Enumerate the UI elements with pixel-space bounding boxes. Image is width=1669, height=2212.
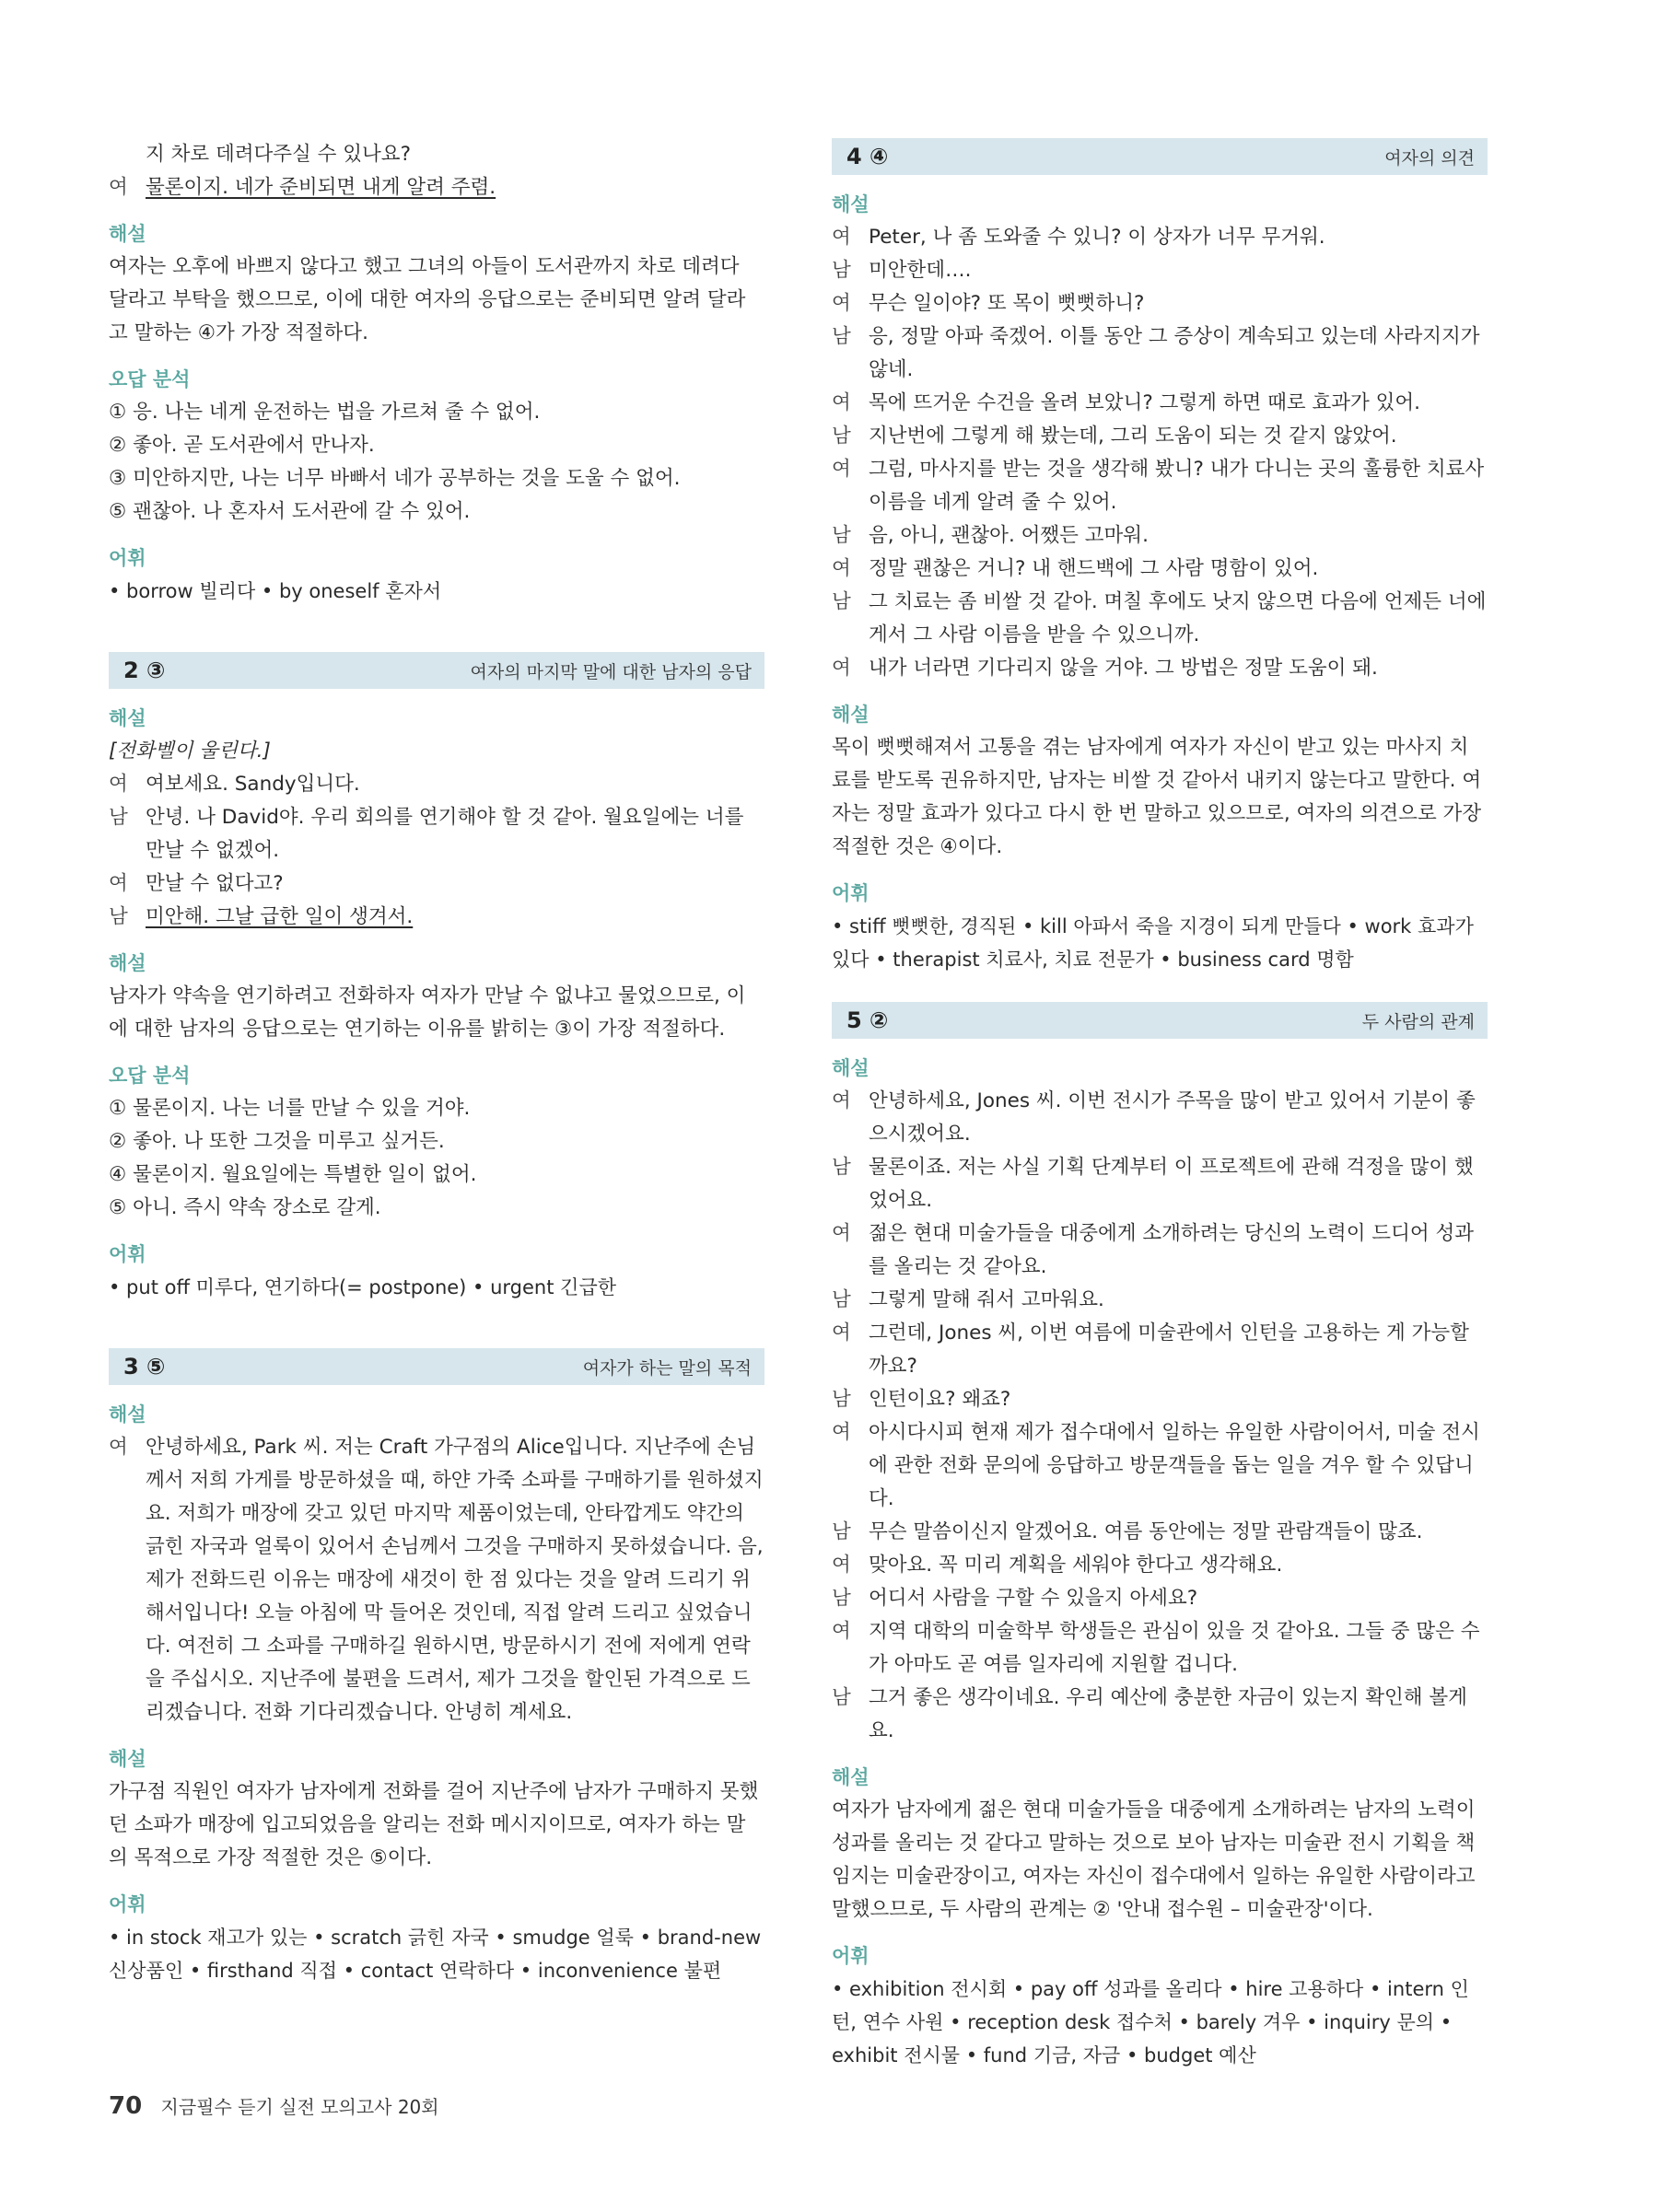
book-title: 지금필수 듣기 실전 모의고사 20회 — [160, 2096, 439, 2118]
wrong-answer: ⑤ 괜찮아. 나 혼자서 도서관에 갈 수 있어. — [109, 500, 471, 523]
dialog-text: 무슨 일이야? 또 목이 뻣뻣하니? — [869, 292, 1145, 315]
question-header — [832, 138, 1488, 175]
dialog-turn — [832, 1151, 1488, 1217]
speaker-label: 남 — [109, 806, 128, 829]
dialog-text: 응, 정말 아파 죽겠어. 이틀 동안 그 증상이 계속되고 있는데 사라지지가 않네. — [869, 325, 1480, 381]
dialog-turn — [832, 1383, 1488, 1416]
wrong-answer: ② 좋아. 나 또한 그것을 미루고 싶거든. — [109, 1130, 445, 1153]
dialog-turn — [832, 1217, 1488, 1284]
question-type: 여자의 마지막 말에 대한 남자의 응답 — [470, 661, 752, 682]
dialog-text: 지역 대학의 미술학부 학생들은 관심이 있을 것 같아요. 그들 중 많은 수가 아마도 곧 여름 일자리에 지원할 겁니다. — [869, 1620, 1480, 1676]
dialog-turn — [832, 221, 1488, 254]
dialog-turn — [109, 901, 764, 934]
dialog-turn — [832, 1516, 1488, 1549]
dialog-turn — [832, 1615, 1488, 1682]
page-footer — [109, 2092, 439, 2120]
section-label: 어휘 — [109, 1243, 146, 1265]
speaker-label: 여 — [832, 1089, 851, 1112]
dialog-text: 목에 뜨거운 수건을 올려 보았니? 그렇게 하면 때로 효과가 있어. — [869, 391, 1420, 414]
question-type: 두 사람의 관계 — [1361, 1011, 1475, 1032]
dialog-text: 그거 좋은 생각이네요. 우리 예산에 충분한 자금이 있는지 확인해 볼게요. — [869, 1686, 1467, 1742]
explanation-text: 가구점 직원인 여자가 남자에게 전화를 걸어 지난주에 남자가 구매하지 못했던 소파가 매장에 입고되었음을 알리는 전화 메시지이므로, 여자가 하는 말의 목적으로 가장 적절한 것은 ⑤이다. — [109, 1780, 759, 1869]
speaker-label: 여 — [832, 657, 851, 680]
dialog-text: 정말 괜찮은 거니? 내 핸드백에 그 사람 명함이 있어. — [869, 557, 1319, 580]
explanation-text: 여자는 오후에 바쁘지 않다고 했고 그녀의 아들이 도서관까지 차로 데려다 달라고 부탁을 했으므로, 이에 대한 여자의 응답으로는 준비되면 알려 달라고 말하는 ④가 가장 적절하다. — [109, 255, 746, 344]
speaker-label: 여 — [109, 872, 128, 895]
speaker-label: 남 — [832, 1686, 851, 1709]
speaker-label: 여 — [832, 557, 851, 580]
right-column — [832, 138, 1488, 2072]
dialog-text: 물론이지. 네가 준비되면 내게 알려 주렴. — [146, 176, 496, 199]
section-label: 어휘 — [832, 882, 870, 904]
dialog-turn — [832, 1682, 1488, 1748]
dialog-turn — [832, 320, 1488, 387]
dialog-turn — [832, 420, 1488, 453]
question-header — [832, 1002, 1488, 1039]
explanation-text: 남자가 약속을 연기하려고 전화하자 여자가 만날 수 없냐고 물었으므로, 이에 대한 남자의 응답으로는 연기하는 이유를 밝히는 ③이 가장 적절하다. — [109, 984, 746, 1041]
dialog-turn — [832, 254, 1488, 287]
speaker-label: 여 — [832, 391, 851, 414]
left-column — [109, 138, 764, 1987]
speaker-label: 여 — [832, 1222, 851, 1245]
wrong-answer: ① 물론이지. 나는 너를 만날 수 있을 거야. — [109, 1097, 471, 1120]
section-label: 해설 — [832, 704, 870, 726]
dialog-turn — [109, 867, 764, 901]
section-label: 해설 — [109, 1403, 146, 1426]
dialog-turn — [832, 1582, 1488, 1615]
speaker-label: 여 — [109, 1436, 128, 1459]
section-label: 해설 — [109, 1748, 146, 1770]
speaker-label: 남 — [832, 1587, 851, 1610]
question-number: 2 ③ — [123, 658, 166, 683]
dialog-text: 그렇게 말해 줘서 고마워요. — [869, 1288, 1104, 1311]
dialog-turn — [109, 801, 764, 867]
section-label: 해설 — [109, 707, 146, 729]
speaker-label: 남 — [109, 905, 128, 928]
vocab-list: • borrow 빌리다 • by oneself 혼자서 — [109, 580, 442, 602]
speaker-label: 여 — [832, 292, 851, 315]
dialog-turn — [832, 1284, 1488, 1317]
question-type: 여자가 하는 말의 목적 — [582, 1357, 752, 1379]
question-header — [109, 652, 764, 689]
dialog-turn — [832, 387, 1488, 420]
dialog-turn — [832, 519, 1488, 553]
speaker-label: 여 — [832, 1421, 851, 1444]
dialog-text: 그 치료는 좀 비쌀 것 같아. 며칠 후에도 낫지 않으면 다음에 언제든 너에게서 그 사람 이름을 받을 수 있으니까. — [869, 590, 1487, 646]
dialog — [832, 1085, 1488, 1748]
question-header — [109, 1348, 764, 1385]
dialog-text: 만날 수 없다고? — [146, 872, 284, 895]
question-number: 4 ④ — [846, 144, 889, 169]
dialog-turn — [832, 652, 1488, 685]
dialog-text: 젊은 현대 미술가들을 대중에게 소개하려는 당신의 노력이 드디어 성과를 올리는 것 같아요. — [869, 1222, 1474, 1278]
speaker-label: 여 — [832, 458, 851, 481]
speaker-label: 남 — [832, 590, 851, 613]
vocab-list: • put off 미루다, 연기하다(= postpone) • urgent 긴급한 — [109, 1276, 617, 1298]
speaker-label: 남 — [832, 425, 851, 448]
dialog-turn — [832, 553, 1488, 586]
speaker-label: 여 — [832, 1321, 851, 1345]
section-label: 어휘 — [109, 547, 146, 569]
question-type: 여자의 의견 — [1384, 147, 1475, 169]
speaker-label: 여 — [109, 176, 128, 199]
dialog-turn — [109, 768, 764, 801]
dialog-text: 인턴이요? 왜죠? — [869, 1388, 1011, 1411]
wrong-answer: ① 응. 나는 네게 운전하는 법을 가르쳐 줄 수 없어. — [109, 401, 541, 424]
wrong-answer: ④ 물론이지. 월요일에는 특별한 일이 없어. — [109, 1163, 477, 1186]
dialog-turn — [832, 1549, 1488, 1582]
wrong-answer: ② 좋아. 곧 도서관에서 만나자. — [109, 434, 375, 457]
dialog-turn — [109, 1431, 764, 1729]
section-label: 해설 — [109, 223, 146, 245]
question-number: 3 ⑤ — [123, 1354, 166, 1380]
dialog-turn — [832, 1416, 1488, 1516]
dialog-text: 내가 너라면 기다리지 않을 거야. 그 방법은 정말 도움이 돼. — [869, 657, 1378, 680]
vocab-list: • in stock 재고가 있는 • scratch 긁힌 자국 • smudge 얼룩 • brand-new 신상품인 • firsthand 직접 • contact 연락하다 • inconvenience 불편 — [109, 1927, 762, 1982]
dialog-text: 미안한데…. — [869, 259, 972, 282]
section-label: 해설 — [832, 193, 870, 215]
explanation-text: 목이 뻣뻣해져서 고통을 겪는 남자에게 여자가 자신이 받고 있는 마사지 치료를 받도록 권유하지만, 남자는 비쌀 것 같아서 내키지 않는다고 말한다. 여자는 정말 효과가 있다고 다시 한 번 말하고 있으므로, 여자의 의견으로 가장 적절한 것은 ④이다. — [832, 736, 1482, 858]
dialog-text: 무슨 말씀이신지 알겠어요. 여름 동안에는 정말 관람객들이 많죠. — [869, 1520, 1423, 1543]
section-label: 어휘 — [109, 1893, 146, 1915]
speaker-label: 여 — [832, 1620, 851, 1643]
dialog-turn — [109, 171, 764, 204]
speaker-label: 남 — [832, 259, 851, 282]
speaker-label: 여 — [109, 773, 128, 796]
dialog-text: 안녕. 나 David야. 우리 회의를 연기해야 할 것 같아. 월요일에는 너를 만날 수 없겠어. — [146, 806, 744, 862]
dialog-text: 물론이죠. 저는 사실 기획 단계부터 이 프로젝트에 관해 걱정을 많이 했었어요. — [869, 1156, 1474, 1212]
dialog-text: 지난번에 그렇게 해 봤는데, 그리 도움이 되는 것 같지 않았어. — [869, 425, 1397, 448]
vocab-list: • stiff 뻣뻣한, 경직된 • kill 아파서 죽을 지경이 되게 만들다 • work 효과가 있다 • therapist 치료사, 치료 전문가 • business card 명함 — [832, 915, 1474, 971]
section-label: 해설 — [832, 1057, 870, 1079]
dialog-text: 어디서 사람을 구할 수 있을지 아세요? — [869, 1587, 1198, 1610]
dialog — [832, 221, 1488, 685]
dialog-text: 음, 아니, 괜찮아. 어쨌든 고마워. — [869, 524, 1149, 547]
dialog-text: 그런데, Jones 씨, 이번 여름에 미술관에서 인턴을 고용하는 게 가능할까요? — [869, 1321, 1469, 1378]
dialog-turn — [832, 586, 1488, 652]
section-label: 오답 분석 — [109, 1065, 191, 1087]
dialog-turn — [832, 453, 1488, 519]
dialog-text: 아시다시피 현재 제가 접수대에서 일하는 유일한 사람이어서, 미술 전시에 관한 전화 문의에 응답하고 방문객들을 돕는 일을 겨우 할 수 있답니다. — [869, 1421, 1480, 1510]
dialog-text: 여보세요. Sandy입니다. — [146, 773, 360, 796]
dialog-text: 안녕하세요, Jones 씨. 이번 전시가 주목을 많이 받고 있어서 기분이 좋으시겠어요. — [869, 1089, 1476, 1146]
dialog-text: Peter, 나 좀 도와줄 수 있니? 이 상자가 너무 무거워. — [869, 226, 1325, 249]
speaker-label: 남 — [832, 325, 851, 348]
speaker-label: 여 — [832, 226, 851, 249]
dialog-turn — [832, 1317, 1488, 1383]
dialog-text: 맞아요. 꼭 미리 계획을 세워야 한다고 생각해요. — [869, 1554, 1283, 1577]
speaker-label: 여 — [832, 1554, 851, 1577]
wrong-answer: ⑤ 아니. 즉시 약속 장소로 갈게. — [109, 1196, 381, 1219]
speaker-label: 남 — [832, 1520, 851, 1543]
explanation-text: 여자가 남자에게 젊은 현대 미술가들을 대중에게 소개하려는 남자의 노력이 성과를 올리는 것 같다고 말하는 것으로 보아 남자는 미술관 전시 기획을 책임지는 미술관장이고, 여자는 자신이 접수대에서 일하는 유일한 사람이라고 말했으므로, 두 사람의 관계는 ② '안내 접수원 – 미술관장'이다. — [832, 1799, 1476, 1921]
wrong-answer: ③ 미안하지만, 나는 너무 바빠서 네가 공부하는 것을 도울 수 없어. — [109, 467, 681, 490]
intro-line: 지 차로 데려다주실 수 있나요? — [146, 143, 411, 166]
section-label: 어휘 — [832, 1945, 870, 1967]
scene-direction: [전화벨이 울린다.] — [109, 739, 271, 763]
speaker-label: 남 — [832, 1156, 851, 1179]
speaker-label: 남 — [832, 1388, 851, 1411]
dialog-turn — [832, 1085, 1488, 1151]
page-number: 70 — [109, 2092, 143, 2120]
vocab-list: • exhibition 전시회 • pay off 성과를 올리다 • hire 고용하다 • intern 인턴, 연수 사원 • reception desk 접수처 • barely 겨우 • inquiry 문의 • exhibit 전시물 • fund 기금, 자금 • budget 예산 — [832, 1978, 1469, 2066]
dialog-text: 안녕하세요, Park 씨. 저는 Craft 가구점의 Alice입니다. 지난주에 손님께서 저희 가게를 방문하셨을 때, 하얀 가죽 소파를 구매하기를 원하셨지요. 저희가 매장에 갖고 있던 마지막 제품이었는데, 안타깝게도 약간의 긁힌 자국과 얼룩이 있어서 손님께서 그것을 구매하지 못하셨습니다. 음, 제가 전화드린 이유는 매장에 새것이 한 점 있다는 것을 알려 드리기 위해서입니다! 오늘 아침에 막 들어온 것인데, 직접 알려 드리고 싶었습니다. 여전히 그 소파를 구매하길 원하시면, 방문하시기 전에 저에게 연락을 주십시오. 지난주에 불편을 드려서, 제가 그것을 할인된 가격으로 드리겠습니다. 전화 기다리겠습니다. 안녕히 계세요. — [146, 1436, 764, 1724]
dialog-text: 미안해. 그날 급한 일이 생겨서. — [146, 905, 414, 928]
section-label: 해설 — [109, 952, 146, 974]
dialog-text: 그럼, 마사지를 받는 것을 생각해 봤니? 내가 다니는 곳의 훌륭한 치료사 이름을 네게 알려 줄 수 있어. — [869, 458, 1485, 514]
dialog-turn — [832, 287, 1488, 320]
section-label: 해설 — [832, 1766, 870, 1788]
speaker-label: 남 — [832, 524, 851, 547]
speaker-label: 남 — [832, 1288, 851, 1311]
section-label: 오답 분석 — [109, 368, 191, 390]
question-number: 5 ② — [846, 1007, 889, 1033]
